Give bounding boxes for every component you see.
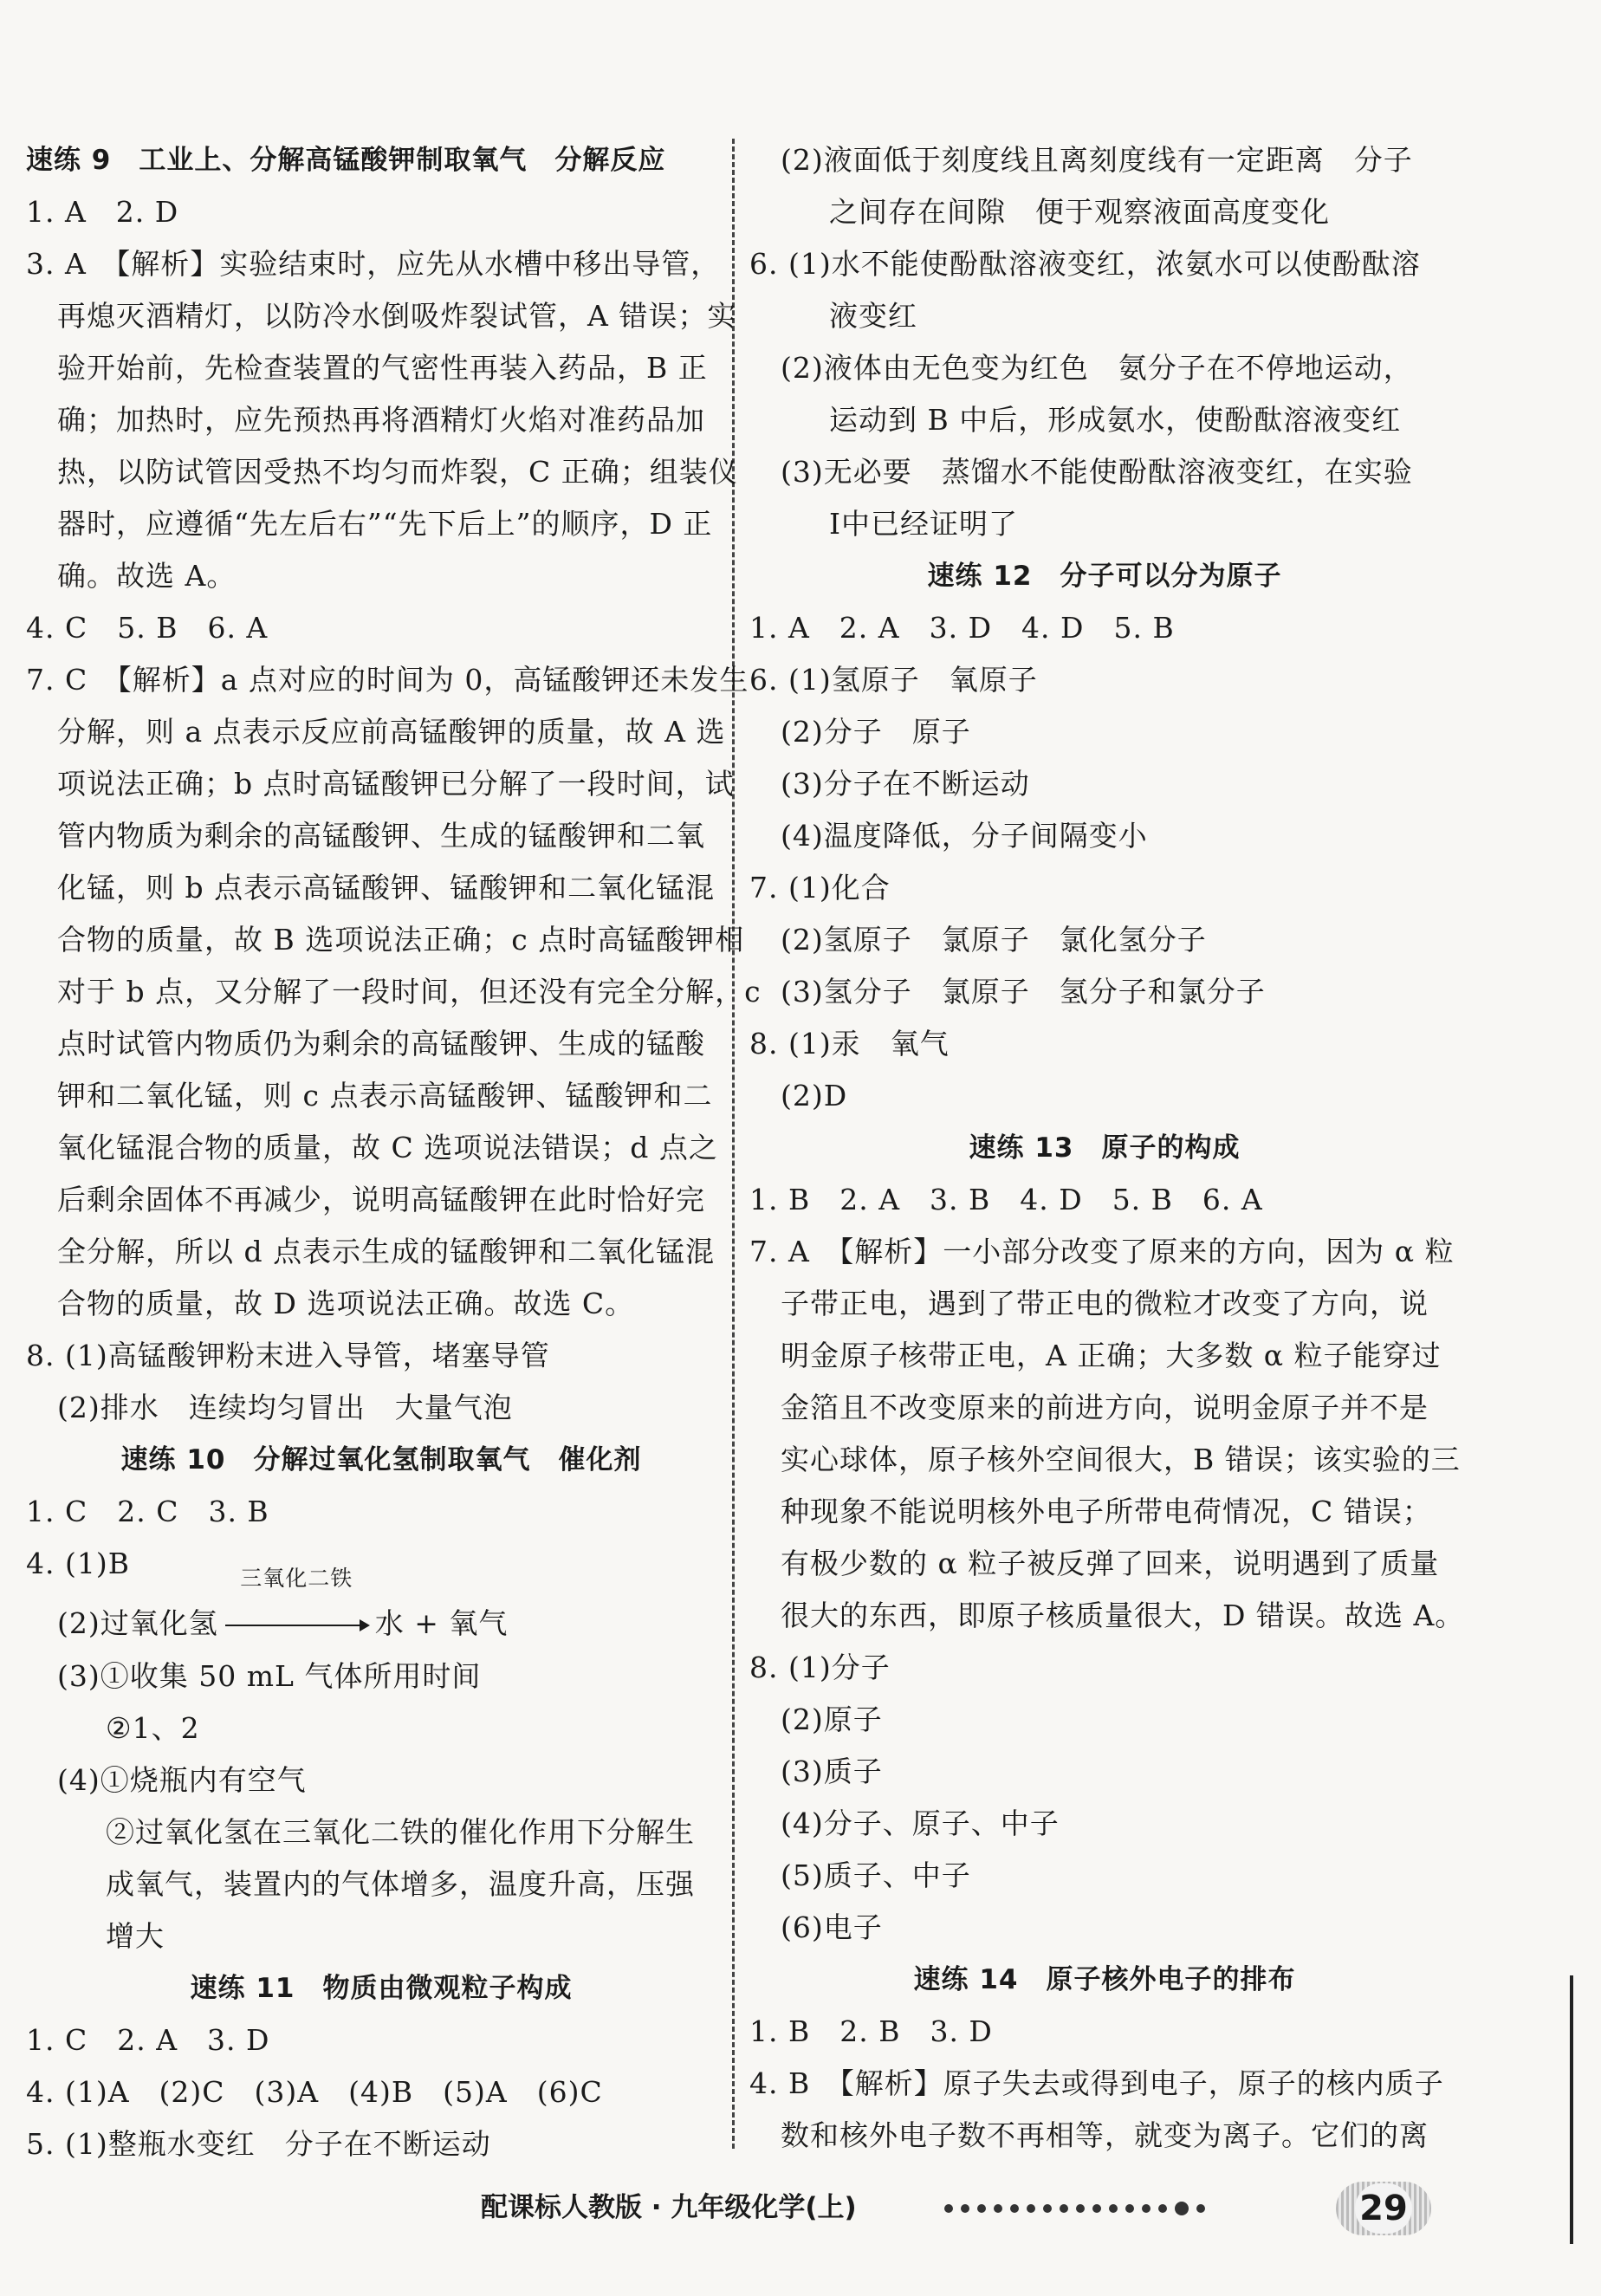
answer-line: (2)排水 连续均匀冒出 大量气泡 [57,1391,513,1424]
answer-line: (6)电子 [781,1910,883,1944]
answer-line: 有极少数的 α 粒子被反弹了回来，说明遇到了质量 [781,1547,1440,1580]
answer-line: 热，以防试管因受热不均匀而炸裂，C 正确；组装仪 [57,455,738,489]
answer-line: 1. A 2. A 3. D 4. D 5. B [749,611,1175,645]
reaction-arrow [218,1566,375,1657]
answer-line: 4. B 【解析】原子失去或得到电子，原子的核内质子 [749,2066,1444,2100]
answer-line: 成氧气，装置内的气体增多，温度升高，压强 [106,1867,695,1901]
answer-line: 1. C 2. A 3. D [26,2023,270,2057]
left-column [26,134,762,2170]
answer-line: 明金原子核带正电，A 正确；大多数 α 粒子能穿过 [781,1339,1442,1372]
answer-line: 1. C 2. C 3. B [26,1495,269,1528]
answer-line: 7. A 【解析】一小部分改变了原来的方向，因为 α 粒 [749,1235,1455,1268]
section-heading: 速练 11 物质由微观粒子构成 [190,1973,573,2004]
answer-line: (2)氢原子 氯原子 氯化氢分子 [781,923,1207,957]
answer-line: 液变红 [829,299,917,333]
page-number: 29 [1355,2183,1412,2234]
answer-line: 项说法正确；b 点时高锰酸钾已分解了一段时间，试 [57,767,735,801]
answer-line: 钾和二氧化锰，则 c 点表示高锰酸钾、锰酸钾和二 [57,1079,713,1112]
answer-line: 很大的东西，即原子核质量很大，D 错误。故选 A。 [781,1599,1465,1632]
answer-line: 4. (1)B [26,1547,130,1580]
answer-line: 种现象不能说明核外电子所带电荷情况，C 错误； [781,1495,1432,1528]
answer-line: 合物的质量，故 B 选项说法正确；c 点时高锰酸钾相 [57,923,745,957]
answer-line: 再熄灭酒精灯，以防冷水倒吸炸裂试管，A 错误；实 [57,299,737,333]
answer-line: (3)无必要 蒸馏水不能使酚酞溶液变红，在实验 [781,455,1413,489]
answer-line: (3)氢分子 氯原子 氢分子和氯分子 [781,975,1266,1009]
answer-line: (4)①烧瓶内有空气 [57,1763,307,1797]
answer-line: (3)分子在不断运动 [781,767,1030,801]
answer-line: 7. C 【解析】a 点对应的时间为 0，高锰酸钾还未发生 [26,663,749,697]
section-heading: 速练 9 工业上、分解高锰酸钾制取氧气 分解反应 [26,145,666,176]
answer-line: 子带正电，遇到了带正电的微粒才改变了方向，说 [781,1287,1429,1320]
answer-line: (3)质子 [781,1754,883,1788]
answer-line: 3. A 【解析】实验结束时，应先从水槽中移出导管， [26,247,721,281]
answer-line: 实心球体，原子核外空间很大，B 错误；该实验的三 [781,1443,1461,1476]
reaction-equation [26,1566,736,1651]
answer-line: 之间存在间隙 便于观察液面高度变化 [829,195,1330,229]
answer-line: 点时试管内物质仍为剩余的高锰酸钾、生成的锰酸 [57,1027,705,1060]
answer-line: 数和核外电子数不再相等，就变为离子。它们的离 [781,2118,1429,2152]
answer-line: 8. (1)分子 [749,1651,891,1684]
answer-line: ②过氧化氢在三氧化二铁的催化作用下分解生 [106,1815,695,1849]
products: 水 + 氧气 [374,1606,509,1640]
section-heading: 速练 12 分子可以分为原子 [927,561,1282,592]
footer-dots [944,2202,1205,2215]
answer-line: 器时，应遵循“先左后右”“先下后上”的顺序，D 正 [57,507,713,541]
answer-line: 验开始前，先检查装置的气密性再装入药品，B 正 [57,351,708,385]
answer-line: 化锰，则 b 点表示高锰酸钾、锰酸钾和二氧化锰混 [57,871,716,905]
footer-edition: 配课标人教版 · 九年级化学(上) [481,2192,857,2223]
reactant: (2)过氧化氢 [57,1606,218,1640]
answer-line: 1. B 2. A 3. B 4. D 5. B 6. A [749,1183,1263,1216]
arrow-icon [225,1625,368,1626]
answer-line: 4. (1)A (2)C (3)A (4)B (5)A (6)C [26,2075,603,2109]
answer-line: 4. C 5. B 6. A [26,611,269,645]
answer-line: (4)温度降低，分子间隔变小 [781,819,1148,853]
answer-line: 后剩余固体不再减少，说明高锰酸钾在此时恰好完 [57,1183,705,1216]
answer-line: 1. A 2. D [26,195,179,229]
answer-line: (2)分子 原子 [781,715,971,749]
catalyst-label: 三氧化二铁 [240,1566,353,1591]
answer-line: (4)分子、原子、中子 [781,1806,1060,1840]
answer-line: 确；加热时，应先预热再将酒精灯火焰对准药品加 [57,403,705,437]
answer-line: 6. (1)水不能使酚酞溶液变红，浓氨水可以使酚酞溶 [749,247,1421,281]
answer-line: (3)①收集 50 mL 气体所用时间 [57,1659,482,1693]
answer-line: 金箔且不改变原来的前进方向，说明金原子并不是 [781,1391,1429,1424]
answer-line: 6. (1)氢原子 氧原子 [749,663,1038,697]
answer-line: (2)D [781,1079,848,1112]
answer-line: 分解，则 a 点表示反应前高锰酸钾的质量，故 A 选 [57,715,726,749]
answer-line: 8. (1)高锰酸钾粉末进入导管，堵塞导管 [26,1339,550,1372]
answer-line: 1. B 2. B 3. D [749,2014,993,2048]
section-heading: 速练 10 分解过氧化氢制取氧气 催化剂 [120,1444,642,1476]
answer-line: 5. (1)整瓶水变红 分子在不断运动 [26,2127,491,2161]
margin-rule [1570,1975,1573,2244]
section-heading: 速练 13 原子的构成 [969,1132,1241,1164]
answer-line: 7. (1)化合 [749,871,891,905]
answer-line: 对于 b 点，又分解了一段时间，但还没有完全分解，c [57,975,762,1009]
page-number-badge [1336,2182,1431,2235]
answer-line: (2)原子 [781,1703,883,1736]
answer-line: (2)液面低于刻度线且离刻度线有一定距离 分子 [781,143,1413,177]
answer-line: 确。故选 A。 [57,559,237,593]
answer-line: 8. (1)汞 氧气 [749,1027,950,1060]
answer-line: (2)液体由无色变为红色 氨分子在不停地运动， [781,351,1413,385]
answer-line: ②1、2 [106,1711,200,1745]
right-column [749,134,1465,2162]
answer-line: 管内物质为剩余的高锰酸钾、生成的锰酸钾和二氧 [57,819,705,853]
answer-line: Ⅰ中已经证明了 [829,507,1019,541]
answer-line: 合物的质量，故 D 选项说法正确。故选 C。 [57,1287,635,1320]
answer-line: (5)质子、中子 [781,1858,971,1892]
section-heading: 速练 14 原子核外电子的排布 [913,1964,1296,1995]
answer-line: 全分解，所以 d 点表示生成的锰酸钾和二氧化锰混 [57,1235,716,1268]
answer-line: 氧化锰混合物的质量，故 C 选项说法错误；d 点之 [57,1131,718,1164]
answer-line: 运动到 B 中后，形成氨水，使酚酞溶液变红 [829,403,1402,437]
answer-line: 增大 [106,1919,165,1953]
